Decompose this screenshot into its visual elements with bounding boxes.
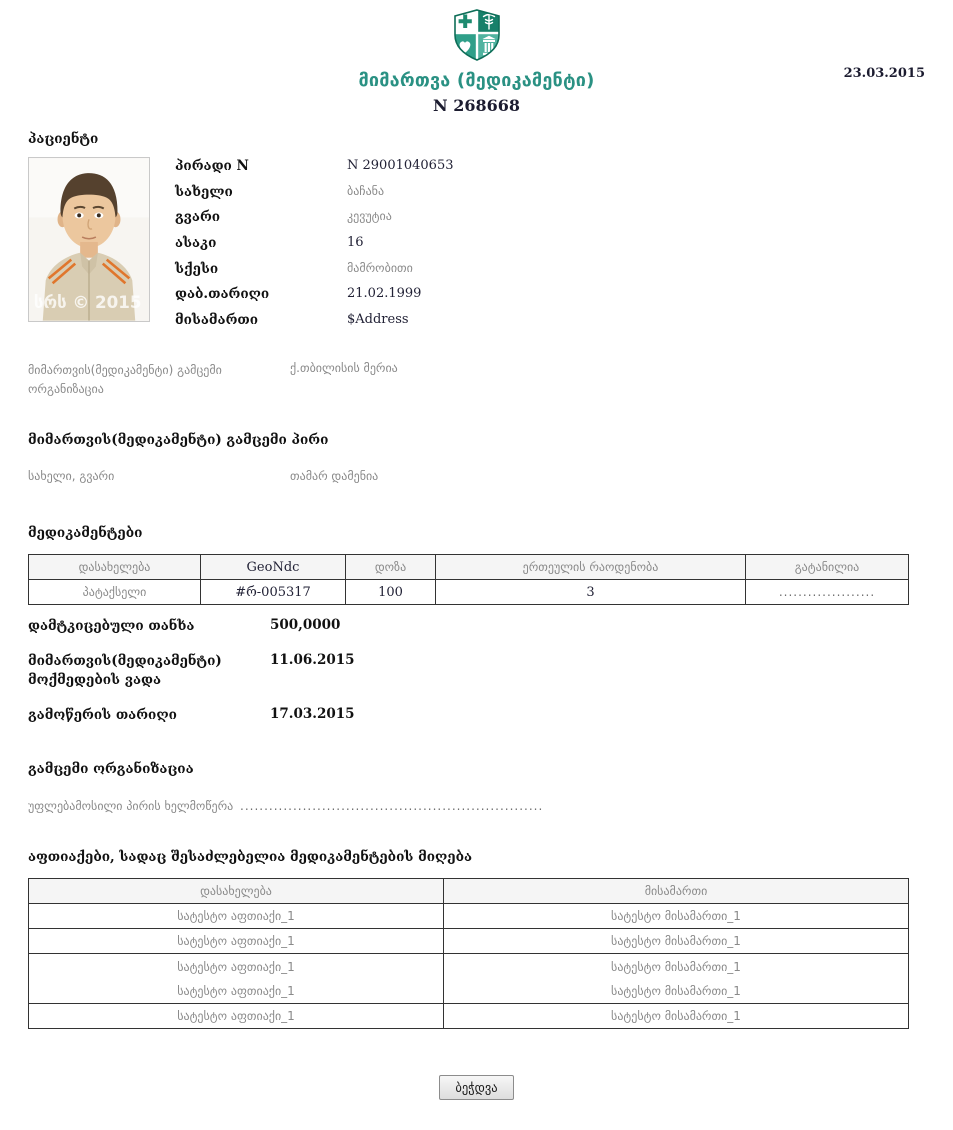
issue-date-value: 17.03.2015	[270, 705, 355, 722]
validity-row	[28, 652, 925, 691]
medication-name: პატაქსელი	[29, 580, 201, 605]
column-header-pharmacy-address: მისამართი	[444, 879, 909, 904]
validity-value: 11.06.2015	[270, 651, 355, 668]
field-value: 16	[347, 235, 364, 251]
issue-date-row	[28, 706, 925, 726]
signature-label: უფლებამოსილი პირის ხელმოწერა	[28, 799, 234, 814]
pharmacy-address: სატესტო მისამართი_1	[444, 954, 909, 979]
field-sex	[175, 261, 454, 287]
pharmacy-name: სატესტო აფთიაქი_1	[29, 904, 444, 929]
field-label: მისამართი	[175, 312, 259, 329]
column-header-dose: დოზა	[346, 555, 436, 580]
pharmacy-name: სატესტო აფთიაქი_1	[29, 954, 444, 979]
column-header-pharmacy-name: დასახელება	[29, 879, 444, 904]
column-header-dispensed: გატანილია	[746, 555, 909, 580]
document-number: N 268668	[433, 96, 520, 115]
field-label: ასაკი	[175, 235, 217, 252]
pharmacies-table	[28, 878, 909, 1029]
column-header-name: დასახელება	[29, 555, 201, 580]
patient-photo	[28, 157, 150, 322]
medication-geondc: #რ-005317	[201, 580, 346, 605]
field-age	[175, 235, 454, 261]
issuer-person-row	[28, 469, 925, 483]
field-birth-date	[175, 286, 454, 312]
signature-line: ...............................................................	[240, 799, 544, 814]
pharmacy-name: სატესტო აფთიაქი_1	[29, 979, 444, 1004]
pharmacy-name: სატესტო აფთიაქი_1	[29, 929, 444, 954]
section-title-pharmacies: აფთიაქები, სადაც შესაძლებელია მედიკამენტების მიღება	[28, 849, 473, 866]
column-header-geondc: GeoNdc	[201, 555, 346, 580]
medications-table	[28, 554, 909, 605]
pharmacies-table-header-row	[29, 879, 909, 904]
field-value: მამრობითი	[347, 260, 413, 275]
patient-fields	[175, 157, 454, 338]
medication-unit-count: 3	[436, 580, 746, 605]
approved-amount-label: დამტკიცებული თანხა	[28, 618, 195, 635]
issue-date-label: გამოწერის თარიღი	[28, 706, 177, 723]
section-title-patient: პაციენტი	[28, 131, 99, 147]
photo-watermark: სრს © 2015	[33, 291, 142, 312]
medical-shield-logo-icon	[453, 8, 501, 62]
section-title-issuing-org: გამცემი ორგანიზაცია	[28, 761, 194, 778]
pharmacy-address: სატესტო მისამართი_1	[444, 929, 909, 954]
field-value: 21.02.1999	[347, 286, 422, 302]
medications-table-header-row	[29, 555, 909, 580]
approved-amount-value: 500,0000	[270, 617, 341, 634]
pharmacy-address: სატესტო მისამართი_1	[444, 904, 909, 929]
field-label: სქესი	[175, 260, 219, 277]
pharmacy-row	[29, 904, 909, 929]
print-button[interactable]: ბეჭდვა	[439, 1075, 513, 1100]
pharmacy-address: სატესტო მისამართი_1	[444, 979, 909, 1004]
document-date: 23.03.2015	[843, 66, 925, 81]
medication-dose: 100	[346, 580, 436, 605]
field-personal-number	[175, 158, 454, 184]
signature-row	[28, 799, 925, 813]
patient-block	[28, 157, 925, 338]
document-header	[28, 8, 925, 115]
issuer-organization-row	[28, 361, 925, 399]
pharmacy-name: სატესტო აფთიაქი_1	[29, 1004, 444, 1029]
field-value: $Address	[347, 312, 409, 328]
pharmacy-row	[29, 954, 909, 979]
pharmacy-row	[29, 1004, 909, 1029]
pharmacy-address: სატესტო მისამართი_1	[444, 1004, 909, 1029]
field-first-name	[175, 184, 454, 210]
field-label: პირადი N	[175, 158, 249, 174]
field-label: სახელი	[175, 183, 233, 200]
pharmacy-row	[29, 979, 909, 1004]
field-address	[175, 312, 454, 338]
field-label: დაბ.თარიღი	[175, 286, 270, 303]
field-last-name	[175, 209, 454, 235]
issuer-person-label: სახელი, გვარი	[28, 469, 115, 484]
issuer-organization-label: მიმართვის(მედიკამენტი) გამცემი ორგანიზაცია	[28, 362, 222, 396]
pharmacy-row	[29, 929, 909, 954]
medication-dispensed-line: ....................	[746, 580, 909, 605]
field-value: N 29001040653	[347, 158, 454, 173]
issuer-organization-value: ქ.თბილისის მერია	[290, 360, 398, 375]
field-value: კევუტია	[347, 209, 392, 224]
field-value: ბაჩანა	[347, 183, 385, 198]
issuer-person-value: თამარ დამენია	[290, 469, 379, 484]
page-title: მიმართვა (მედიკამენტი)	[358, 70, 595, 91]
footer-actions	[28, 1075, 925, 1100]
medication-row	[29, 580, 909, 605]
validity-label: მიმართვის(მედიკამენტი) მოქმედების ვადა	[28, 652, 222, 689]
section-title-medications: მედიკამენტები	[28, 525, 143, 542]
column-header-unit-count: ერთეულის რაოდენობა	[436, 555, 746, 580]
field-label: გვარი	[175, 209, 221, 226]
approved-amount-row	[28, 617, 925, 637]
section-title-issuer-person: მიმართვის(მედიკამენტი) გამცემი პირი	[28, 432, 329, 449]
